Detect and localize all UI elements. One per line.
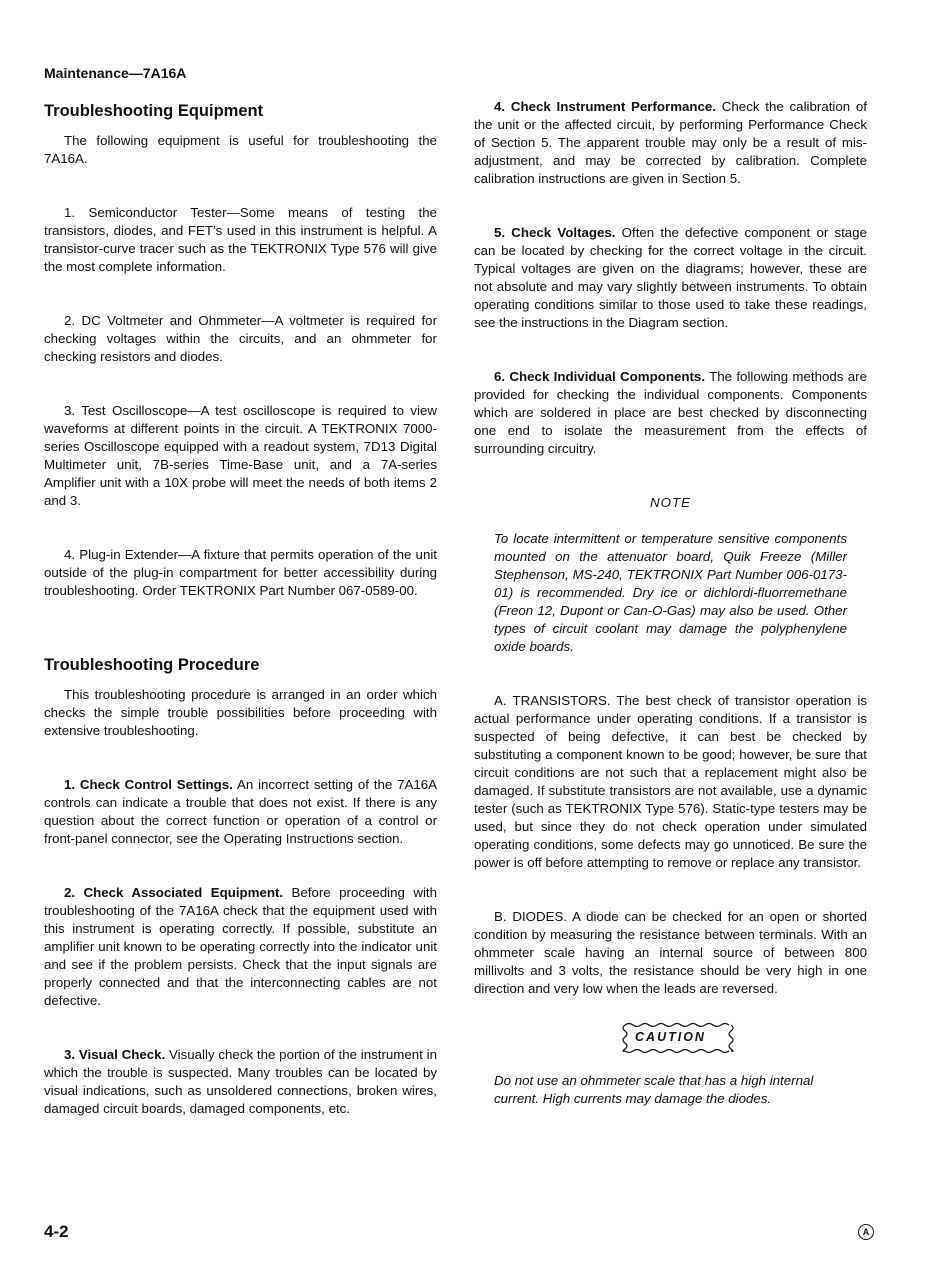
step-title: 6. Check Individual Components. — [494, 369, 706, 384]
step-title: 2. Check Associated Equipment. — [64, 885, 284, 900]
note-text: To locate intermittent or temperature sensitive components mounted on the attenuator board, Quik Freeze (Miller Stephenson, MS-240, TEKTRONIX Part Number 006-0173-01) is recommended. Dry ice or dichlordi-fluorremethane (Freon 12, Dupont or Can-O-Gas) may also be used. Other types of circuit coolant may damage the polyphenylene oxide boards. — [494, 531, 847, 654]
procedure-step-5 — [474, 224, 867, 332]
step-text: Often the defective component or stage can be located by checking for the correct voltage in the circuit. Typical voltages are given on the diagrams; however, these are not absolute and may vary slightly between instruments. To obtain operating conditions similar to those used to take these readings, see the instructions in the Diagram section. — [474, 225, 867, 330]
step-title: 1. Check Control Settings. — [64, 777, 233, 792]
heading-troubleshooting-procedure: Troubleshooting Procedure — [44, 656, 260, 674]
procedure-step-3 — [44, 1046, 437, 1118]
step-title: 5. Check Voltages. — [494, 225, 616, 240]
revision-mark-icon: A — [858, 1224, 874, 1240]
step-text: Before proceeding with troubleshooting of the 7A16A check that the equipment used with this instrument is operating correctly. If possible, substitute an amplifier unit known to be operating correctly into the indicator unit and see if the problem persists. Check that the input signals are properly connected and that the interconnecting cables are not defective. — [44, 885, 437, 1008]
step-title: 4. Check Instrument Performance. — [494, 99, 717, 114]
step-title: 3. Visual Check. — [64, 1047, 166, 1062]
equipment-intro: The following equipment is useful for troubleshooting the 7A16A. — [44, 133, 437, 166]
step-text: An incorrect setting of the 7A16A controls can indicate a trouble that does not exist. If there is any question about the correct function or operation of a control or front-panel connector, see the Operating Instructions section. — [44, 777, 438, 846]
note-title: NOTE — [650, 495, 691, 510]
caution-label: CAUTION — [635, 1030, 706, 1044]
diodes-paragraph: B. DIODES. A diode can be checked for an open or shorted condition by measuring the resistance between terminals. With an ohmmeter scale having an internal source of between 800 millivolts and 3 volts, the resistance should be very high in one direction and very low when the leads are reversed. — [474, 909, 867, 996]
right-column — [474, 98, 867, 1108]
page-number: 4-2 — [44, 1222, 69, 1241]
caution-block — [474, 1020, 867, 1054]
step-text: The following methods are provided for checking the individual components. Components which are soldered in place are best checked by disconnecting one end to isolate the measurement from the effects of surrounding circuitry. — [474, 369, 867, 456]
step-text: Check the calibration of the unit or the affected circuit, by performing Performance Check of Section 5. The apparent trouble may only be a result of mis-adjustment, and may be corrected by calibration. Complete calibration instructions are given in Section 5. — [474, 99, 868, 186]
equipment-item-3: 3. Test Oscilloscope—A test oscilloscope is required to view waveforms at different points in the circuit. A TEKTRONIX 7000-series Oscilloscope equipped with a readout system, 7D13 Digital Multimeter unit, 7B-series Time-Base unit, and a 7A-series Amplifier unit with a 10X probe will meet the needs of both items 2 and 3. — [44, 403, 437, 508]
caution-text: Do not use an ohmmeter scale that has a high internal current. High currents may damage the diodes. — [494, 1073, 814, 1106]
procedure-step-2 — [44, 884, 437, 1010]
page-header: Maintenance—7A16A — [44, 65, 187, 81]
procedure-step-6 — [474, 368, 867, 458]
left-column — [44, 100, 437, 1118]
transistors-paragraph: A. TRANSISTORS. The best check of transistor operation is actual performance under operating conditions. If a transistor is suspected of being defective, it can best be checked by substituting a component known to be good; however, be sure that circuit conditions are not such that a replacement might also be damaged. If substitute transistors are not available, use a dynamic tester (such as TEKTRONIX Type 576). Static-type testers may be used, but since they do not check operation under simulated operating conditions, some defects may go unnoticed. Be sure the power is off before attempting to remove or replace any transistor. — [474, 693, 867, 870]
procedure-step-4 — [474, 98, 867, 188]
procedure-intro: This troubleshooting procedure is arranged in an order which checks the simple trouble possibilities before proceeding with extensive troubleshooting. — [44, 687, 437, 738]
heading-troubleshooting-equipment: Troubleshooting Equipment — [44, 102, 264, 120]
step-text: Visually check the portion of the instrument in which the trouble is suspected. Many troubles can be located by visual indications, such as unsoldered connections, broken wires, damaged circuit boards, damaged components, etc. — [44, 1047, 438, 1116]
equipment-item-4: 4. Plug-in Extender—A fixture that permits operation of the unit outside of the plug-in compartment for better accessibility during troubleshooting. Order TEKTRONIX Part Number 067-0589-00. — [44, 547, 437, 598]
equipment-item-2: 2. DC Voltmeter and Ohmmeter—A voltmeter is required for checking voltages within the circuits, and an ohmmeter for checking resistors and diodes. — [44, 313, 437, 364]
equipment-item-1: 1. Semiconductor Tester—Some means of testing the transistors, diodes, and FET’s used in this instrument is helpful. A transistor-curve tracer such as the TEKTRONIX Type 576 will give the most complete information. — [44, 205, 437, 274]
caution-box — [619, 1020, 722, 1054]
procedure-step-1 — [44, 776, 437, 848]
